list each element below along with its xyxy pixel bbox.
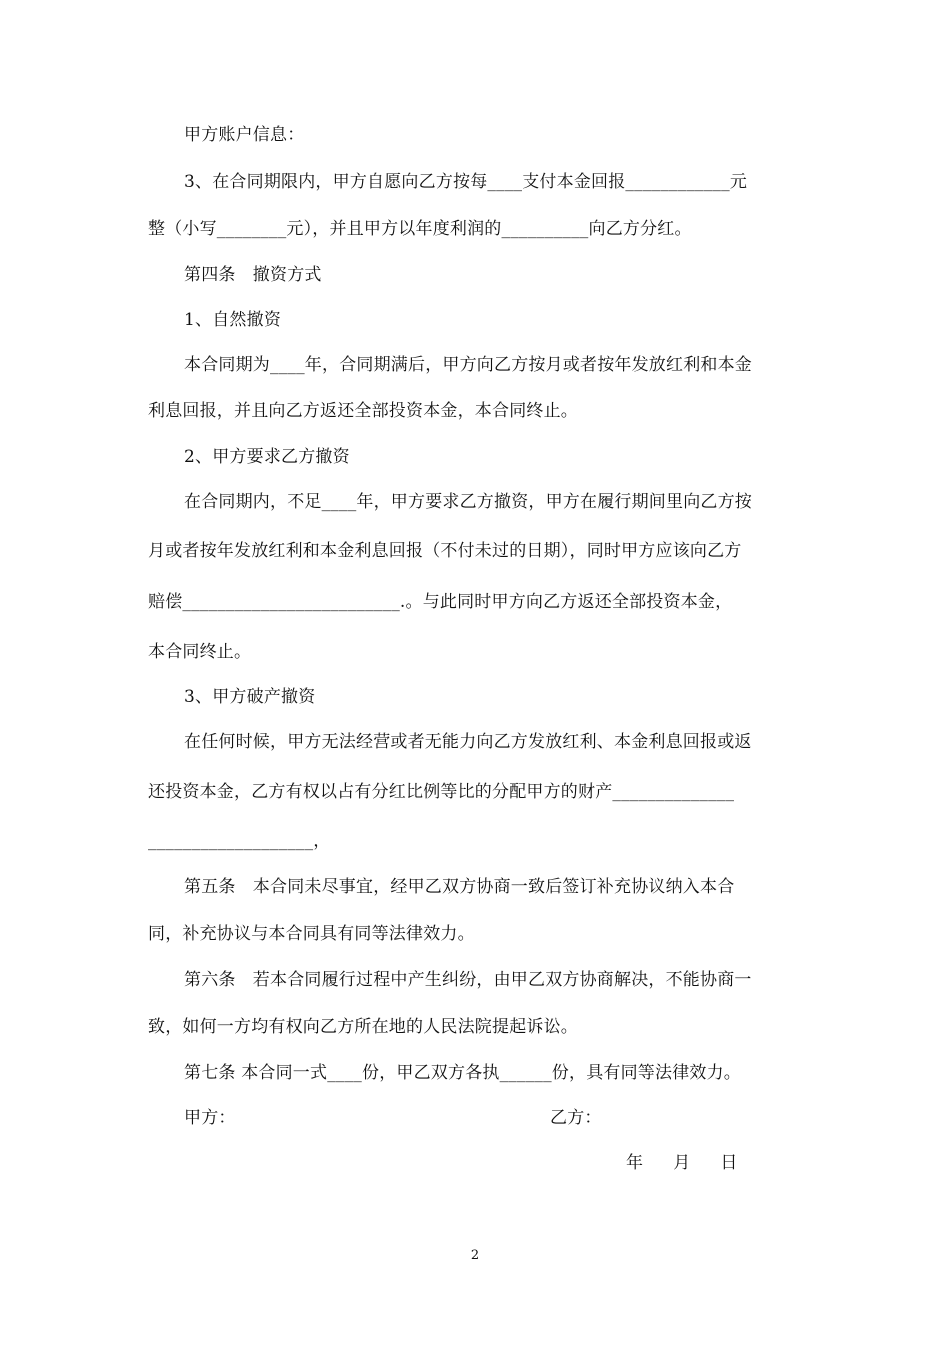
article-5-line-2: 同，补充协议与本合同具有同等法律效力。 xyxy=(148,924,475,944)
date-month: 月 xyxy=(673,1153,691,1173)
article-5-line-1: 第五条 本合同未尽事宜，经甲乙双方协商一致后签订补充协议纳入本合 xyxy=(184,877,735,897)
requested-withdrawal-line-3: 赔偿_________________________.。与此同时甲方向乙方返还全部投资本金， xyxy=(148,592,733,612)
clause-3-line-2: 整（小写________元），并且甲方以年度利润的__________向乙方分红。 xyxy=(148,219,692,239)
date-year: 年 xyxy=(626,1153,644,1173)
natural-withdrawal-line-2: 利息回报，并且向乙方返还全部投资本金，本合同终止。 xyxy=(148,401,578,421)
subsection-2-heading: 2、甲方要求乙方撤资 xyxy=(184,447,350,467)
natural-withdrawal-line-1: 本合同期为____年，合同期满后，甲方向乙方按月或者按年发放红利和本金 xyxy=(184,355,752,375)
signature-date xyxy=(626,1151,786,1175)
requested-withdrawal-line-2: 月或者按年发放红利和本金利息回报（不付未过的日期），同时甲方应该向乙方 xyxy=(148,541,742,561)
clause-3-line-1: 3、在合同期限内，甲方自愿向乙方按每____支付本金回报____________元 xyxy=(184,172,748,192)
bankruptcy-line-2: 还投资本金，乙方有权以占有分红比例等比的分配甲方的财产______________ xyxy=(148,782,735,802)
page-number: 2 xyxy=(470,1248,480,1263)
article-6-line-2: 致，如何一方均有权向乙方所在地的人民法院提起诉讼。 xyxy=(148,1017,578,1037)
article-4-heading: 第四条 撤资方式 xyxy=(184,265,322,285)
party-b-signature-label: 乙方： xyxy=(550,1108,602,1128)
subsection-1-heading: 1、自然撤资 xyxy=(184,310,282,330)
bankruptcy-line-1: 在任何时候，甲方无法经营或者无能力向乙方发放红利、本金利息回报或返 xyxy=(184,732,752,752)
article-7-line: 第七条 本合同一式____份，甲乙双方各执______份，具有同等法律效力。 xyxy=(184,1063,742,1083)
account-info-label: 甲方账户信息： xyxy=(184,125,305,145)
bankruptcy-line-3: ___________________， xyxy=(148,831,331,851)
party-a-signature-label: 甲方： xyxy=(184,1108,236,1128)
requested-withdrawal-line-4: 本合同终止。 xyxy=(148,642,252,662)
date-day: 日 xyxy=(720,1153,738,1173)
subsection-3-heading: 3、甲方破产撤资 xyxy=(184,687,316,707)
requested-withdrawal-line-1: 在合同期内，不足____年，甲方要求乙方撤资，甲方在履行期间里向乙方按 xyxy=(184,492,752,512)
article-6-line-1: 第六条 若本合同履行过程中产生纠纷，由甲乙双方协商解决，不能协商一 xyxy=(184,970,752,990)
